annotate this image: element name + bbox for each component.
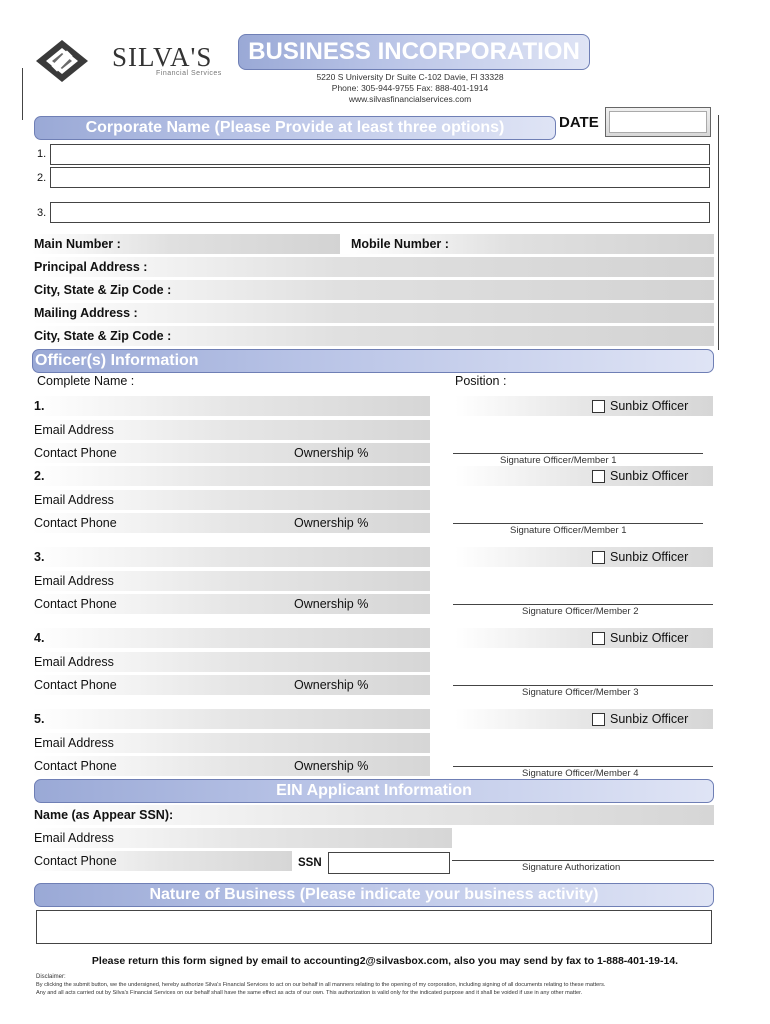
main-number-label: Main Number :: [34, 237, 121, 251]
signature-caption: Signature Officer/Member 4: [522, 768, 639, 779]
mobile-number-label: Mobile Number :: [351, 237, 449, 251]
signature-caption: Signature Officer/Member 1: [510, 525, 627, 536]
ownership-label: Ownership %: [294, 516, 369, 530]
date-field[interactable]: [605, 107, 711, 137]
checkbox-icon: [592, 551, 605, 564]
email-label: Email Address: [34, 493, 114, 507]
officers-heading: Officer(s) Information: [32, 349, 714, 373]
nature-of-business-field[interactable]: [36, 910, 712, 944]
email-label: Email Address: [34, 423, 114, 437]
contact-phone-label: Contact Phone: [34, 759, 117, 773]
signature-line[interactable]: [453, 453, 703, 454]
officer-name-field[interactable]: [32, 396, 430, 416]
ein-phone-label: Contact Phone: [34, 854, 117, 868]
corporate-option-3-field[interactable]: [50, 202, 710, 223]
contact-phone-label: Contact Phone: [34, 678, 117, 692]
sunbiz-officer-checkbox[interactable]: Sunbiz Officer: [592, 469, 688, 483]
corporate-option-3-label: 3.: [37, 207, 47, 219]
ssn-field[interactable]: [328, 852, 450, 874]
officer-number: 4.: [34, 631, 45, 645]
company-tagline: Financial Services: [156, 70, 222, 77]
checkbox-icon: [592, 470, 605, 483]
position-label: Position :: [455, 374, 507, 388]
sunbiz-officer-checkbox[interactable]: Sunbiz Officer: [592, 631, 688, 645]
officer-name-field[interactable]: [32, 628, 430, 648]
ein-heading: EIN Applicant Information: [34, 779, 714, 803]
city-state-zip-1-label: City, State & Zip Code :: [34, 283, 172, 297]
right-frame-line: [718, 115, 719, 350]
ein-email-label: Email Address: [34, 831, 114, 845]
complete-name-label: Complete Name :: [37, 374, 135, 388]
corporate-option-1-label: 1.: [37, 148, 47, 160]
contact-phone-label: Contact Phone: [34, 597, 117, 611]
date-label: DATE: [559, 114, 599, 131]
officer-number: 1.: [34, 399, 45, 413]
ownership-label: Ownership %: [294, 759, 369, 773]
officer-name-field[interactable]: [32, 466, 430, 486]
company-logo: [32, 38, 92, 84]
ownership-label: Ownership %: [294, 678, 369, 692]
signature-line[interactable]: [453, 604, 713, 605]
corporate-option-2-field[interactable]: [50, 167, 710, 188]
email-label: Email Address: [34, 736, 114, 750]
corporate-option-1-field[interactable]: [50, 144, 710, 165]
corporate-name-heading: Corporate Name (Please Provide at least three options): [34, 116, 556, 140]
ein-name-label: Name (as Appear SSN):: [34, 808, 174, 822]
address-line: 5220 S University Dr Suite C-102 Davie, Fl 33328: [316, 72, 504, 82]
sunbiz-officer-checkbox[interactable]: Sunbiz Officer: [592, 550, 688, 564]
corporate-option-2-label: 2.: [37, 172, 47, 184]
left-frame-line: [22, 68, 23, 120]
checkbox-icon: [592, 632, 605, 645]
signature-line[interactable]: [453, 523, 703, 524]
email-label: Email Address: [34, 655, 114, 669]
city-state-zip-2-label: City, State & Zip Code :: [34, 329, 172, 343]
officer-name-field[interactable]: [32, 547, 430, 567]
ein-signature-caption: Signature Authorization: [522, 862, 621, 873]
checkbox-icon: [592, 400, 605, 413]
disclaimer-line-1: By clicking the submit button, we the undersigned, hereby authorize Silva's Financial Services to act on our behalf in all manners relating to the opening of my corporation, including signing of all documents relating to these matters.: [36, 982, 606, 988]
signature-caption: Signature Officer/Member 1: [500, 455, 617, 466]
signature-caption: Signature Officer/Member 3: [522, 687, 639, 698]
return-note: Please return this form signed by email to accounting2@silvasbox.com, also you may send by fax to 1-888-401-19-14.: [91, 955, 679, 967]
officer-number: 2.: [34, 469, 45, 483]
officer-number: 3.: [34, 550, 45, 564]
contact-phone-label: Contact Phone: [34, 446, 117, 460]
phone-line: Phone: 305-944-9755 Fax: 888-401-1914: [331, 83, 489, 93]
officer-name-field[interactable]: [32, 709, 430, 729]
ownership-label: Ownership %: [294, 446, 369, 460]
website: www.silvasfinancialservices.com: [348, 94, 472, 104]
sunbiz-officer-checkbox[interactable]: Sunbiz Officer: [592, 399, 688, 413]
form-title: BUSINESS INCORPORATION: [238, 34, 590, 70]
email-label: Email Address: [34, 574, 114, 588]
signature-line[interactable]: [453, 685, 713, 686]
sunbiz-officer-checkbox[interactable]: Sunbiz Officer: [592, 712, 688, 726]
signature-caption: Signature Officer/Member 2: [522, 606, 639, 617]
ownership-label: Ownership %: [294, 597, 369, 611]
ein-signature-line[interactable]: [452, 860, 714, 861]
nature-heading: Nature of Business (Please indicate your business activity): [34, 883, 714, 907]
disclaimer-title: Disclaimer:: [36, 974, 66, 980]
company-name: SILVA'S: [112, 42, 213, 72]
officer-number: 5.: [34, 712, 45, 726]
disclaimer-line-2: Any and all acts carried out by Silva's Financial Services on our behalf shall have the same effect as acts of our own. This authorization is valid only for the indicated purpose and it shall be voided if use in any other matter.: [36, 990, 583, 996]
contact-phone-label: Contact Phone: [34, 516, 117, 530]
principal-address-label: Principal Address :: [34, 260, 148, 274]
mailing-address-label: Mailing Address :: [34, 306, 138, 320]
checkbox-icon: [592, 713, 605, 726]
ssn-label: SSN: [298, 857, 322, 869]
signature-line[interactable]: [453, 766, 713, 767]
